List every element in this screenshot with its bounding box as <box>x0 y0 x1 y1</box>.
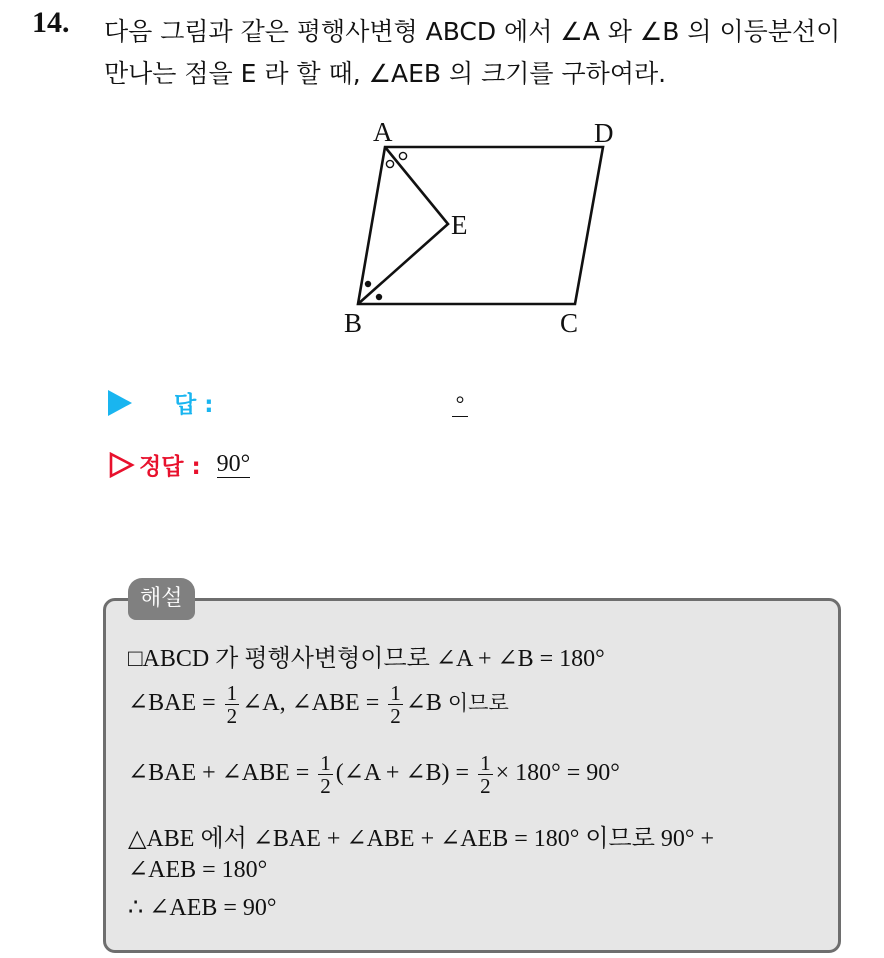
vertex-label-e: E <box>451 210 468 240</box>
fraction: $\frac{1}{2}$ <box>226 681 238 728</box>
explanation-tab: 해설 <box>128 578 195 620</box>
question-number: 14. <box>32 6 70 39</box>
angle-mark-b-1 <box>365 281 371 287</box>
answer-label: 답 : <box>174 392 214 418</box>
hollow-triangle-icon <box>108 452 135 478</box>
angle-mark-a-1 <box>386 160 393 167</box>
angle-mark-a-2 <box>399 152 406 159</box>
parallelogram-abcd <box>358 147 603 304</box>
correct-answer-value: 90° <box>216 451 251 477</box>
correct-answer-row <box>108 448 250 481</box>
question-text-line-2: 만나는 점을 E 라 할 때, ∠AEB 의 크기를 구하여라. <box>104 59 667 88</box>
vertex-label-c: C <box>560 308 579 338</box>
fraction: $\frac{1}{2}$ <box>390 681 401 728</box>
explanation-line-3: ∠BAE + ∠ABE = $\frac{1}{2}$ (∠A + ∠B) = $\frac{1}{2}$ × 180° = 90° <box>128 751 620 798</box>
explanation-line-6: ∴ ∠AEB = 90° <box>128 895 277 921</box>
answer-row <box>108 386 213 419</box>
play-icon <box>108 390 132 416</box>
answer-input[interactable]: ° <box>452 392 468 417</box>
question-text-line-1: 다음 그림과 같은 평행사변형 ABCD 에서 ∠A 와 ∠B 의 이등분선이 <box>104 17 841 46</box>
explanation-line-5: ∠AEB = 180° <box>128 857 268 883</box>
fraction: $\frac{1}{2}$ <box>320 751 331 798</box>
explanation-line-4: △ABE 에서 ∠BAE + ∠ABE + ∠AEB = 180° 이므로 90° + <box>128 826 715 852</box>
vertex-label-d: D <box>594 118 614 148</box>
explanation-line-1: □ABCD 가 평행사변형이므로 ∠A + ∠B = 180° <box>128 646 605 672</box>
vertex-label-a: A <box>373 117 393 147</box>
correct-answer-label: 정답 : <box>139 454 201 480</box>
parallelogram-figure <box>330 112 630 342</box>
fraction: $\frac{1}{2}$ <box>480 751 491 798</box>
angle-mark-b-2 <box>376 294 382 300</box>
explanation-line-2: ∠BAE = $\frac{1}{2}$ ∠A, ∠ABE = $\frac{1}{2}$ ∠B 이므로 <box>128 681 509 728</box>
vertex-label-b: B <box>344 308 363 338</box>
